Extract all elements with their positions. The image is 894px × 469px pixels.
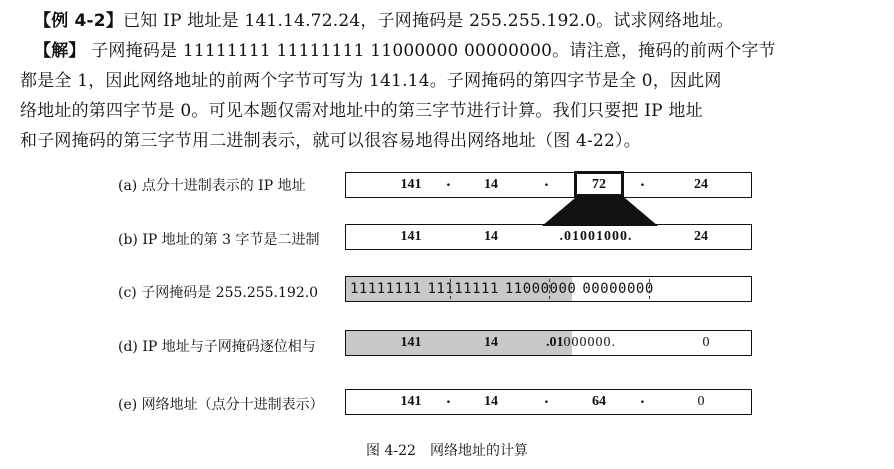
row-b-byte3-binary: .01001000. <box>559 229 633 244</box>
row-a-box <box>345 172 752 198</box>
row-a-byte2: 14 <box>484 177 498 192</box>
row-e-byte3: 64 <box>592 394 606 409</box>
solution-tag: 【解】 <box>34 41 86 61</box>
row-c-bits <box>350 281 654 297</box>
expansion-trapezoid <box>520 198 670 226</box>
row-c-box <box>345 276 752 302</box>
row-c-group4: 00000000 <box>582 281 654 297</box>
figure-caption: 图 4-22 网络地址的计算 <box>366 443 528 459</box>
row-c-group3b: 000000 <box>522 281 577 297</box>
row-e-byte2: 14 <box>484 394 498 409</box>
row-c-group3a: 11 <box>504 281 523 297</box>
row-e-byte4: 0 <box>697 394 705 409</box>
solution-line-3: 络地址的第四字节是 0。可见本题仅需对地址中的第三字节进行计算。我们只要把 IP 地址 <box>20 101 703 121</box>
row-c-label: (c) 子网掩码是 255.255.192.0 <box>118 285 319 301</box>
row-d-shaded-region <box>346 331 572 355</box>
row-e-dot3: . <box>640 391 645 407</box>
row-a-dot2: . <box>544 174 549 190</box>
solution-line-1: 子网掩码是 11111111 11111111 11000000 00000000。请注意，掩码的前两个字节 <box>91 41 776 61</box>
row-a-dot3: . <box>640 174 645 190</box>
row-e-box <box>345 389 752 415</box>
row-a-byte3: 72 <box>592 177 606 192</box>
row-a-label: (a) 点分十进制表示的 IP 地址 <box>118 178 306 194</box>
row-a-dot1: . <box>446 174 451 190</box>
example-line <box>34 6 734 31</box>
row-d-byte3-rest: 000000. <box>563 335 616 350</box>
solution-line-4: 和子网掩码的第三字节用二进制表示，就可以很容易地得出网络地址（图 4-22）。 <box>20 131 641 151</box>
row-a-byte1: 141 <box>400 177 422 192</box>
example-text: 已知 IP 地址是 141.14.72.24，子网掩码是 255.255.192.0。试求网络地址。 <box>123 11 734 31</box>
row-b-byte1: 141 <box>400 229 422 244</box>
row-c-group2: 11111111 <box>427 281 499 297</box>
row-b-byte4: 24 <box>694 229 708 244</box>
row-c-divider3 <box>649 279 650 299</box>
row-b-label: (b) IP 地址的第 3 字节是二进制 <box>118 232 320 248</box>
row-d-byte3-masked: .01 <box>546 335 564 350</box>
row-c-divider2 <box>549 279 550 299</box>
solution-line-2: 都是全 1，因此网络地址的前两个字节可写为 141.14。子网掩码的第四字节是全 0，因此网 <box>20 71 722 91</box>
row-a-byte4: 24 <box>694 177 708 192</box>
row-e-dot1: . <box>446 391 451 407</box>
row-b-box <box>345 224 752 250</box>
row-d-byte3 <box>546 331 656 355</box>
row-c-divider1 <box>450 279 451 299</box>
row-b-byte2: 14 <box>484 229 498 244</box>
row-e-label: (e) 网络地址（点分十进制表示） <box>118 397 324 413</box>
solution-line <box>34 36 776 61</box>
row-c-group1: 11111111 <box>350 281 422 297</box>
row-e-dot2: . <box>544 391 549 407</box>
row-d-byte4: 0 <box>702 335 710 350</box>
row-d-byte1: 141 <box>400 335 422 350</box>
row-e-byte1: 141 <box>400 394 422 409</box>
example-tag: 【例 4-2】 <box>34 11 124 31</box>
row-d-label: (d) IP 地址与子网掩码逐位相与 <box>118 339 316 355</box>
row-d-box <box>345 330 752 356</box>
row-d-byte2: 14 <box>484 335 498 350</box>
